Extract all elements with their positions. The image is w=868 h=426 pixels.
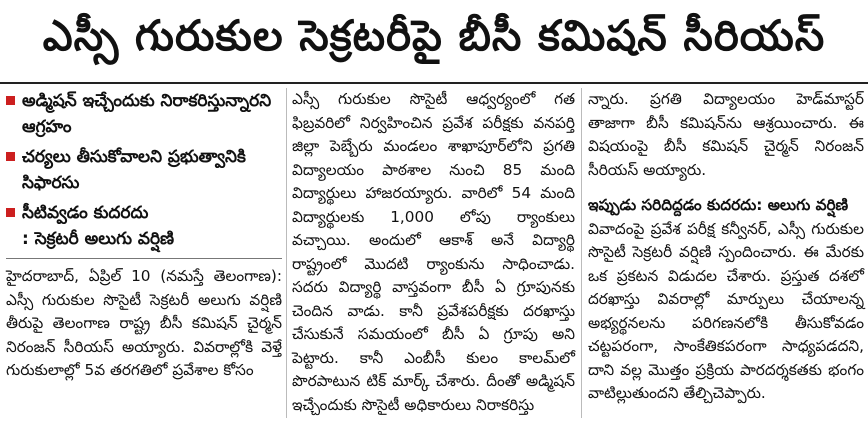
article-paragraph: హైదరాబాద్, ఏప్రిల్ 10 (నమస్తే తెలంగాణ): ఎస్సీ గురుకుల సొసైటీ సెక్రటరీ అలుగు వర్షిణి తీరుపై తెలంగాణ రాష్ట్ర బీసీ కమిషన్ చైర్మన్ నిరంజన్ సీరియస్ అయ్యారు. వివరాల్లోకి వెళ్తే గురుకులాల్లో 5వ తరగతిలో ప్రవేశాల కోసం bbox=[6, 267, 282, 379]
highlight-text: చర్యలు తీసుకోవాలని ప్రభుత్వానికి సిఫారసు bbox=[22, 147, 246, 193]
column-divider bbox=[286, 88, 287, 418]
separator bbox=[6, 258, 282, 259]
column-1 bbox=[6, 88, 282, 383]
highlight-item bbox=[6, 88, 282, 140]
article-paragraph: ఎస్సీ గురుకుల సొసైటీ ఆధ్వర్యంలో గత ఫిబ్రవరిలో నిర్వహించిన ప్రవేశ పరీక్షకు వనపర్తి జిల్లా పెబ్బేరు మండలం శాఖాపూర్‌లోని ప్రగతి విద్యాలయం పాఠశాల నుంచి 85 మంది విద్యార్థులు హాజరయ్యారు. వారిలో 54 మంది విద్యార్థులకు 1,000 లోపు ర్యాంకులు వచ్చాయి. అందులో ఆకాశ్ అనే విద్యార్థి రాష్ట్రంలో మొదటి ర్యాంకును సాధించాడు. సదరు విద్యార్థి వాస్తవంగా బీసీ ఏ గ్రూపునకు చెందిన వాడు. కానీ ప్రవేశపరీక్షకు దరఖాస్తు చేసుకునే సమయంలో బీసీ ఏ గ్రూపు అని పెట్టారు. కానీ ఎంబీసీ కులం కాలమ్‌లో పొరపాటున టిక్ మార్క్ చేశారు. దీంతో అడ్మిషన్ ఇచ్చేందుకు సొసైటీ అధికారులు నిరాకరిస్తు bbox=[292, 90, 575, 414]
highlight-text: అడ్మిషన్ ఇచ్చేందుకు నిరాకరిస్తున్నారని ఆగ్రహం bbox=[22, 91, 272, 137]
bullet-square-icon bbox=[6, 96, 15, 105]
article-paragraph: వివాదంపై ప్రవేశ పరీక్ష కన్వీనర్, ఎస్సీ గురుకుల సొసైటీ సెక్రటరీ వర్షిణి స్పందించారు. ఈ మేరకు ఒక ప్రకటన విడుదల చేశారు. ప్రస్తుత దశలో దరఖాస్తు వివరాల్లో మార్పులు చేయాలన్న అభ్యర్థనలను పరిగణనలోకి తీసుకోవడం చట్టపరంగా, సాంకేతికపరంగా సాధ్యపడదని, దాని వల్ల మొత్తం ప్రక్రియ పారదర్శకతకు భంగం వాటిల్లుతుందని తేల్చిచెప్పారు. bbox=[588, 219, 864, 402]
headline: ఎస్సీ గురుకుల సెక్రటరీపై బీసీ కమిషన్ సీరియస్ bbox=[0, 0, 868, 84]
bullet-square-icon bbox=[6, 208, 15, 217]
highlight-quote: : సెక్రటరీ అలుగు వర్షిణి bbox=[22, 229, 175, 249]
column-divider bbox=[581, 88, 582, 418]
highlight-text: సీటివ్వడం కుదరదు bbox=[22, 203, 149, 223]
highlight-item bbox=[6, 144, 282, 196]
column-2 bbox=[292, 88, 575, 417]
bullet-square-icon bbox=[6, 152, 15, 161]
subheading: ఇప్పుడు సరిదిద్దడం కుదరదు: అలుగు వర్షిణి bbox=[588, 196, 849, 214]
highlight-item bbox=[6, 200, 282, 226]
column-3 bbox=[588, 88, 864, 406]
article-paragraph: న్నారు. ప్రగతి విద్యాలయం హెడ్‌మాస్టర్ తాజాగా బీసీ కమిషన్‌ను ఆశ్రయించారు. ఈ విషయంపై బీసీ కమిషన్ చైర్మన్ నిరంజన్ సీరియస్ అయ్యారు. bbox=[588, 90, 864, 179]
